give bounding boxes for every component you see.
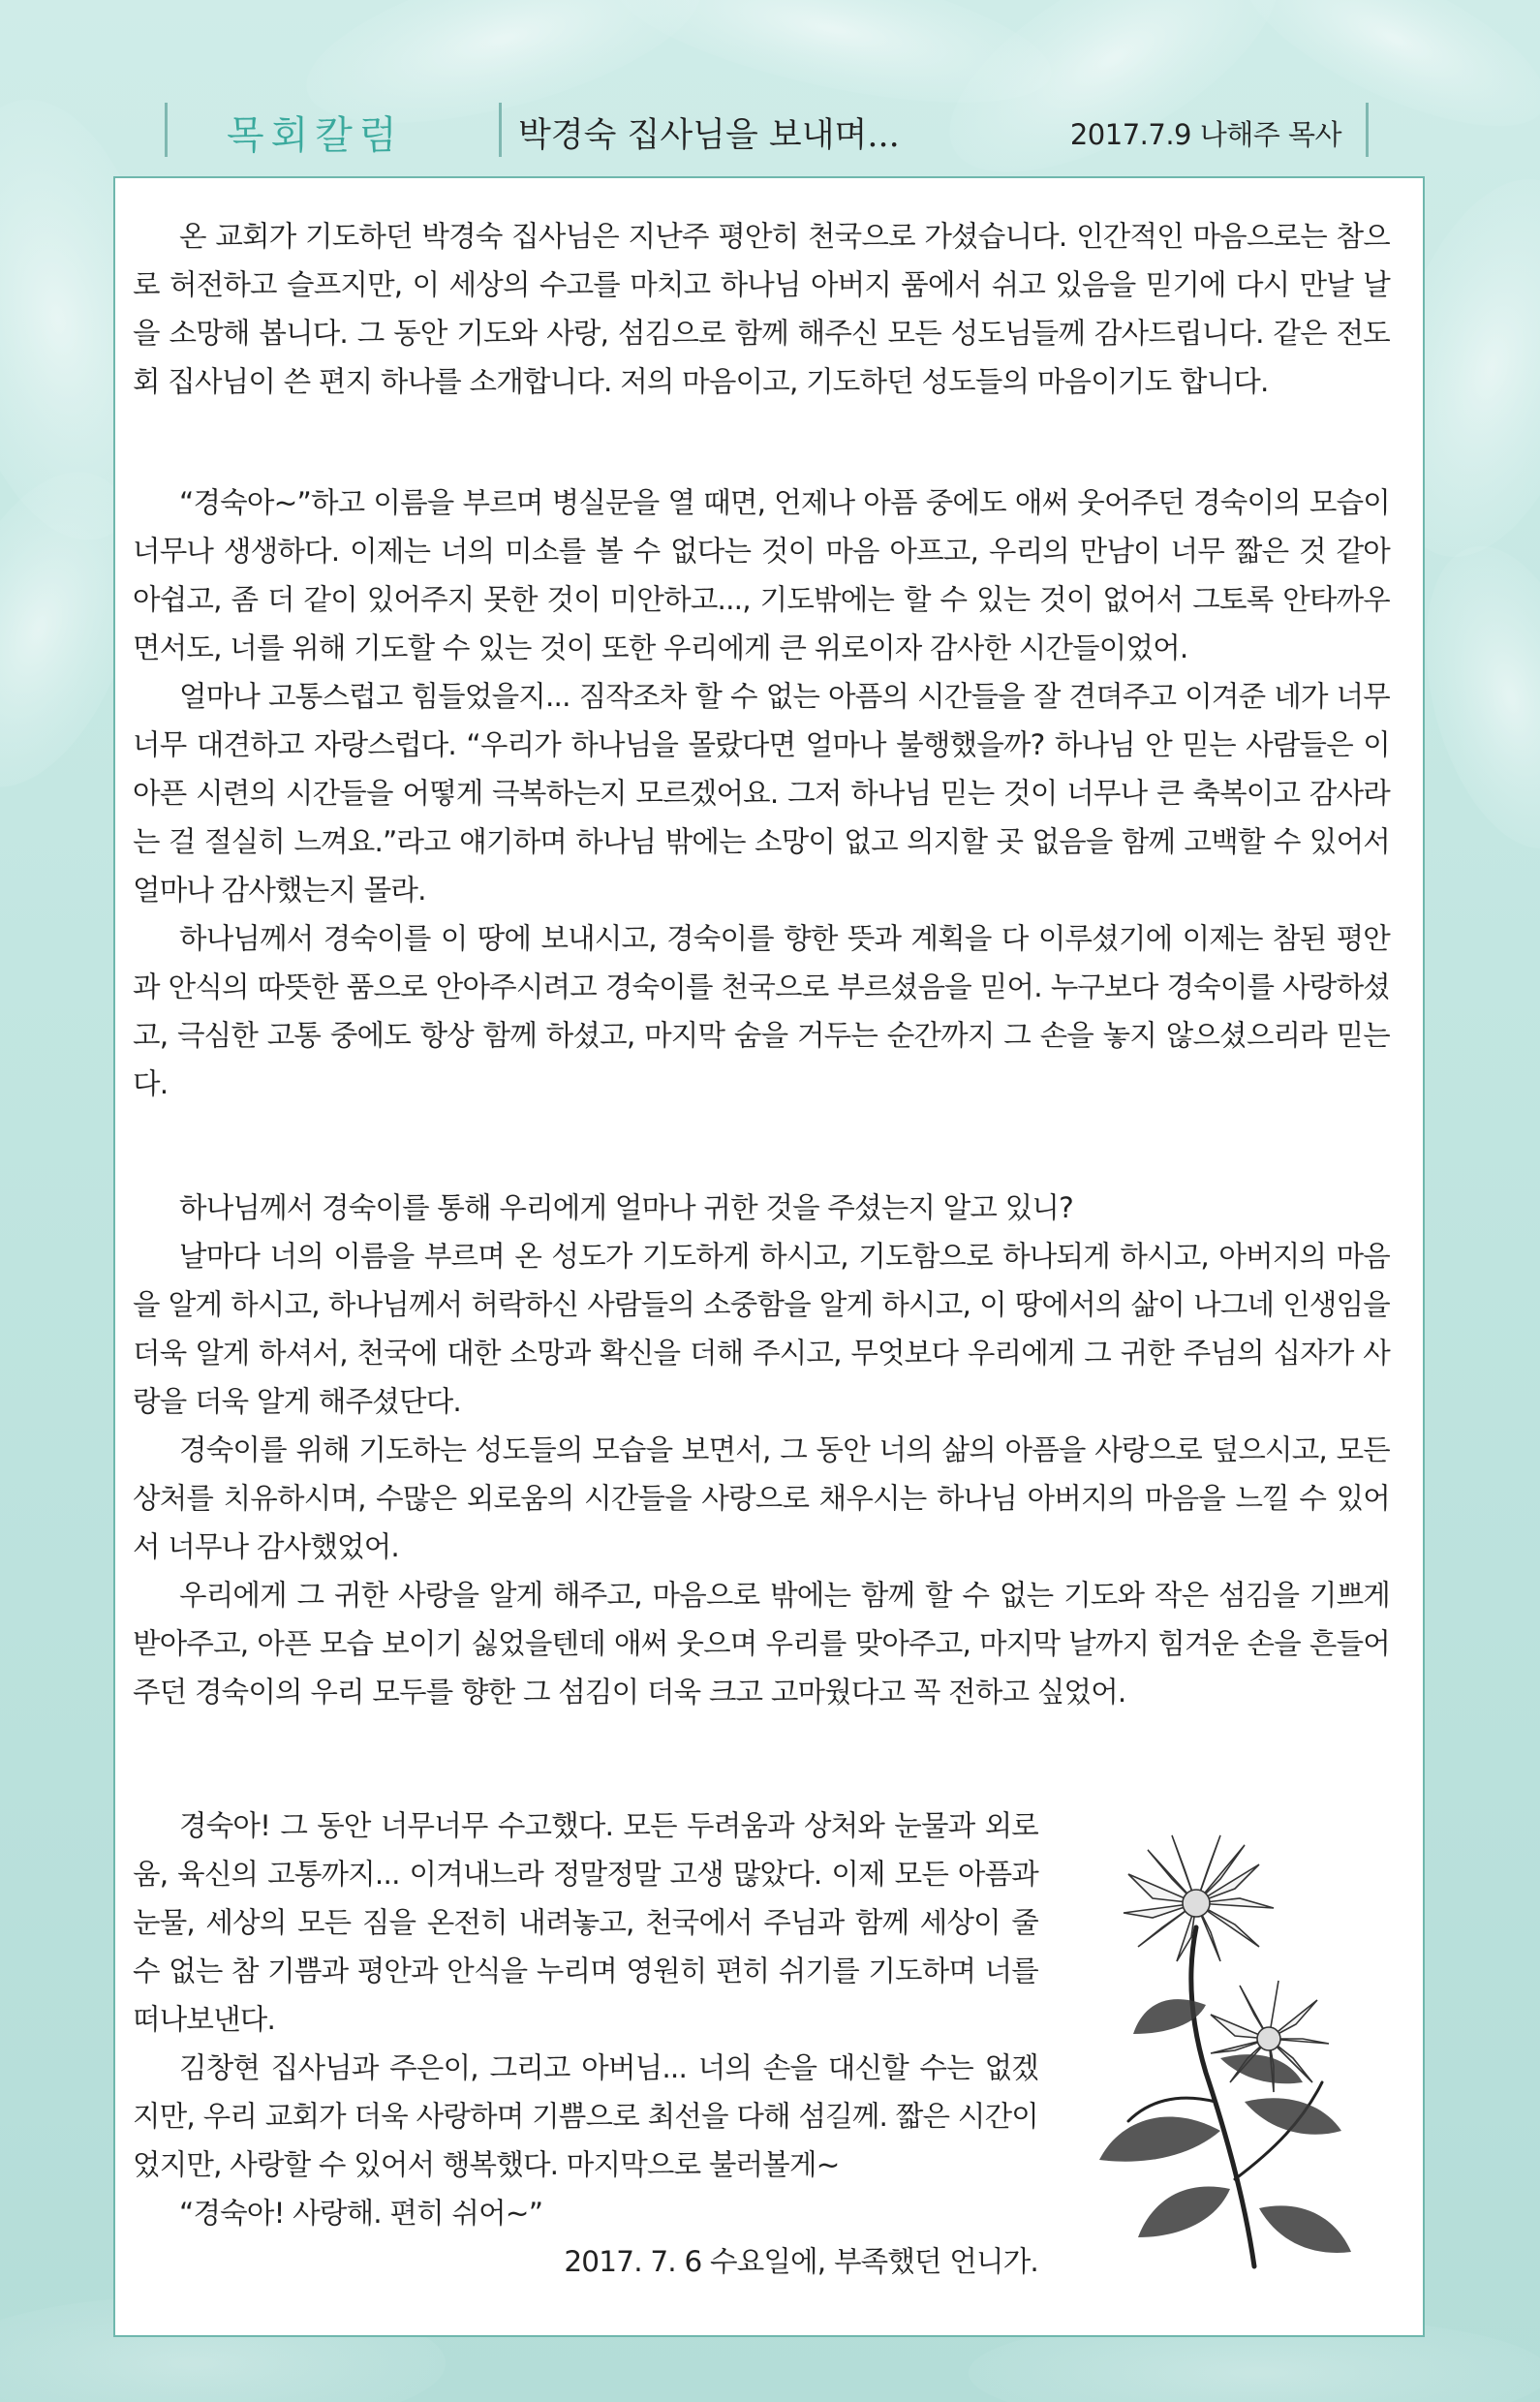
paragraph: 경숙아! 그 동안 너무너무 수고했다. 모든 두려움과 상처와 눈물과 외로움, 육신의 고통까지... 이겨내느라 정말정말 고생 많았다. 이제 모든 아픔과 눈물, 세상의 모든 짐을 온전히 내려놓고, 천국에서 주님과 함께 세상이 줄 수 없는 참 기쁨과 평안과 안식을 누리며 영원히 편히 쉬기를 기도하며 너를 떠나보낸다. [133, 1809, 1038, 2036]
letter-section-3 [133, 1802, 1038, 2286]
intro-section [133, 212, 1390, 406]
column-header [0, 97, 1540, 169]
signature: 2017. 7. 6 수요일에, 부족했던 언니가. [564, 2245, 1038, 2278]
date-author: 2017.7.9 나해주 목사 [1069, 118, 1341, 151]
paragraph: “경숙아! 사랑해. 편히 쉬어~” [179, 2197, 543, 2230]
header-divider [1366, 103, 1369, 157]
paragraph: 얼마나 고통스럽고 힘들었을지... 짐작조차 할 수 없는 아픔의 시간들을 잘 견뎌주고 이겨준 네가 너무너무 대견하고 자랑스럽다. “우리가 하나님을 몰랐다면 얼마나 불행했을까? 하나님 안 믿는 사람들은 이 아픈 시련의 시간들을 어떻게 극복하는지 모르겠어요. 그저 하나님 믿는 것이 너무나 큰 축복이고 감사라는 걸 절실히 느껴요.”라고 얘기하며 하나님 밖에는 소망이 없고 의지할 곳 없음을 함께 고백할 수 있어서 얼마나 감사했는지 몰라. [133, 680, 1391, 907]
paragraph: 우리에게 그 귀한 사랑을 알게 해주고, 마음으로 밖에는 함께 할 수 없는 기도와 작은 섬김을 기쁘게 받아주고, 아픈 모습 보이기 싫었을텐데 애써 웃으며 우리를 맞아주고, 마지막 날까지 힘겨운 손을 흔들어 주던 경숙이의 우리 모두를 향한 그 섬김이 더욱 크고 고마웠다고 꼭 전하고 싶었어. [133, 1579, 1390, 1709]
chrysanthemum-illustration [1061, 1811, 1400, 2286]
paragraph: 하나님께서 경숙이를 이 땅에 보내시고, 경숙이를 향한 뜻과 계획을 다 이루셨기에 이제는 참된 평안과 안식의 따뜻한 품으로 안아주시려고 경숙이를 천국으로 부르셨음을 믿어. 누구보다 경숙이를 사랑하셨고, 극심한 고통 중에도 항상 함께 하셨고, 마지막 숨을 거두는 순간까지 그 손을 놓지 않으셨으리라 믿는다. [133, 922, 1390, 1100]
paragraph: 온 교회가 기도하던 박경숙 집사님은 지난주 평안히 천국으로 가셨습니다. 인간적인 마음으로는 참으로 허전하고 슬프지만, 이 세상의 수고를 마치고 하나님 아버지 품에서 쉬고 있음을 믿기에 다시 만날 날을 소망해 봅니다. 그 동안 기도와 사랑, 섬김으로 함께 해주신 모든 성도님들께 감사드립니다. 같은 전도회 집사님이 쓴 편지 하나를 소개합니다. 저의 마음이고, 기도하던 성도들의 마음이기도 합니다. [133, 220, 1390, 398]
column-label: 목회칼럼 [227, 113, 404, 158]
header-divider [165, 103, 168, 157]
paragraph: 하나님께서 경숙이를 통해 우리에게 얼마나 귀한 것을 주셨는지 알고 있니? [179, 1191, 1073, 1224]
letter-section-2 [133, 1184, 1390, 1716]
paragraph: “경숙아~”하고 이름을 부르며 병실문을 열 때면, 언제나 아픔 중에도 애써 웃어주던 경숙이의 모습이 너무나 생생하다. 이제는 너의 미소를 볼 수 없다는 것이 마음 아프고, 우리의 만남이 너무 짧은 것 같아 아쉽고, 좀 더 같이 있어주지 못한 것이 미안하고..., 기도밖에는 할 수 있는 것이 없어서 그토록 안타까우면서도, 너를 위해 기도할 수 있는 것이 또한 우리에게 큰 위로이자 감사한 시간들이었어. [133, 486, 1390, 664]
letter-section-1 [133, 478, 1390, 1108]
column-title: 박경숙 집사님을 보내며... [518, 116, 900, 155]
header-divider [499, 103, 502, 157]
paragraph: 경숙이를 위해 기도하는 성도들의 모습을 보면서, 그 동안 너의 삶의 아픔을 사랑으로 덮으시고, 모든 상처를 치유하시며, 수많은 외로움의 시간들을 사랑으로 채우시는 하나님 아버지의 마음을 느낄 수 있어서 너무나 감사했었어. [133, 1433, 1390, 1563]
paragraph: 날마다 너의 이름을 부르며 온 성도가 기도하게 하시고, 기도함으로 하나되게 하시고, 아버지의 마음을 알게 하시고, 하나님께서 허락하신 사람들의 소중함을 알게 하시고, 이 땅에서의 삶이 나그네 인생임을 더욱 알게 하셔서, 천국에 대한 소망과 확신을 더해 주시고, 무엇보다 우리에게 그 귀한 주님의 십자가 사랑을 더욱 알게 해주셨단다. [133, 1240, 1390, 1418]
paragraph: 김창현 집사님과 주은이, 그리고 아버님... 너의 손을 대신할 수는 없겠지만, 우리 교회가 더욱 사랑하며 기쁨으로 최선을 다해 섬길께. 짧은 시간이었지만, 사랑할 수 있어서 행복했다. 마지막으로 불러볼게~ [133, 2051, 1038, 2181]
